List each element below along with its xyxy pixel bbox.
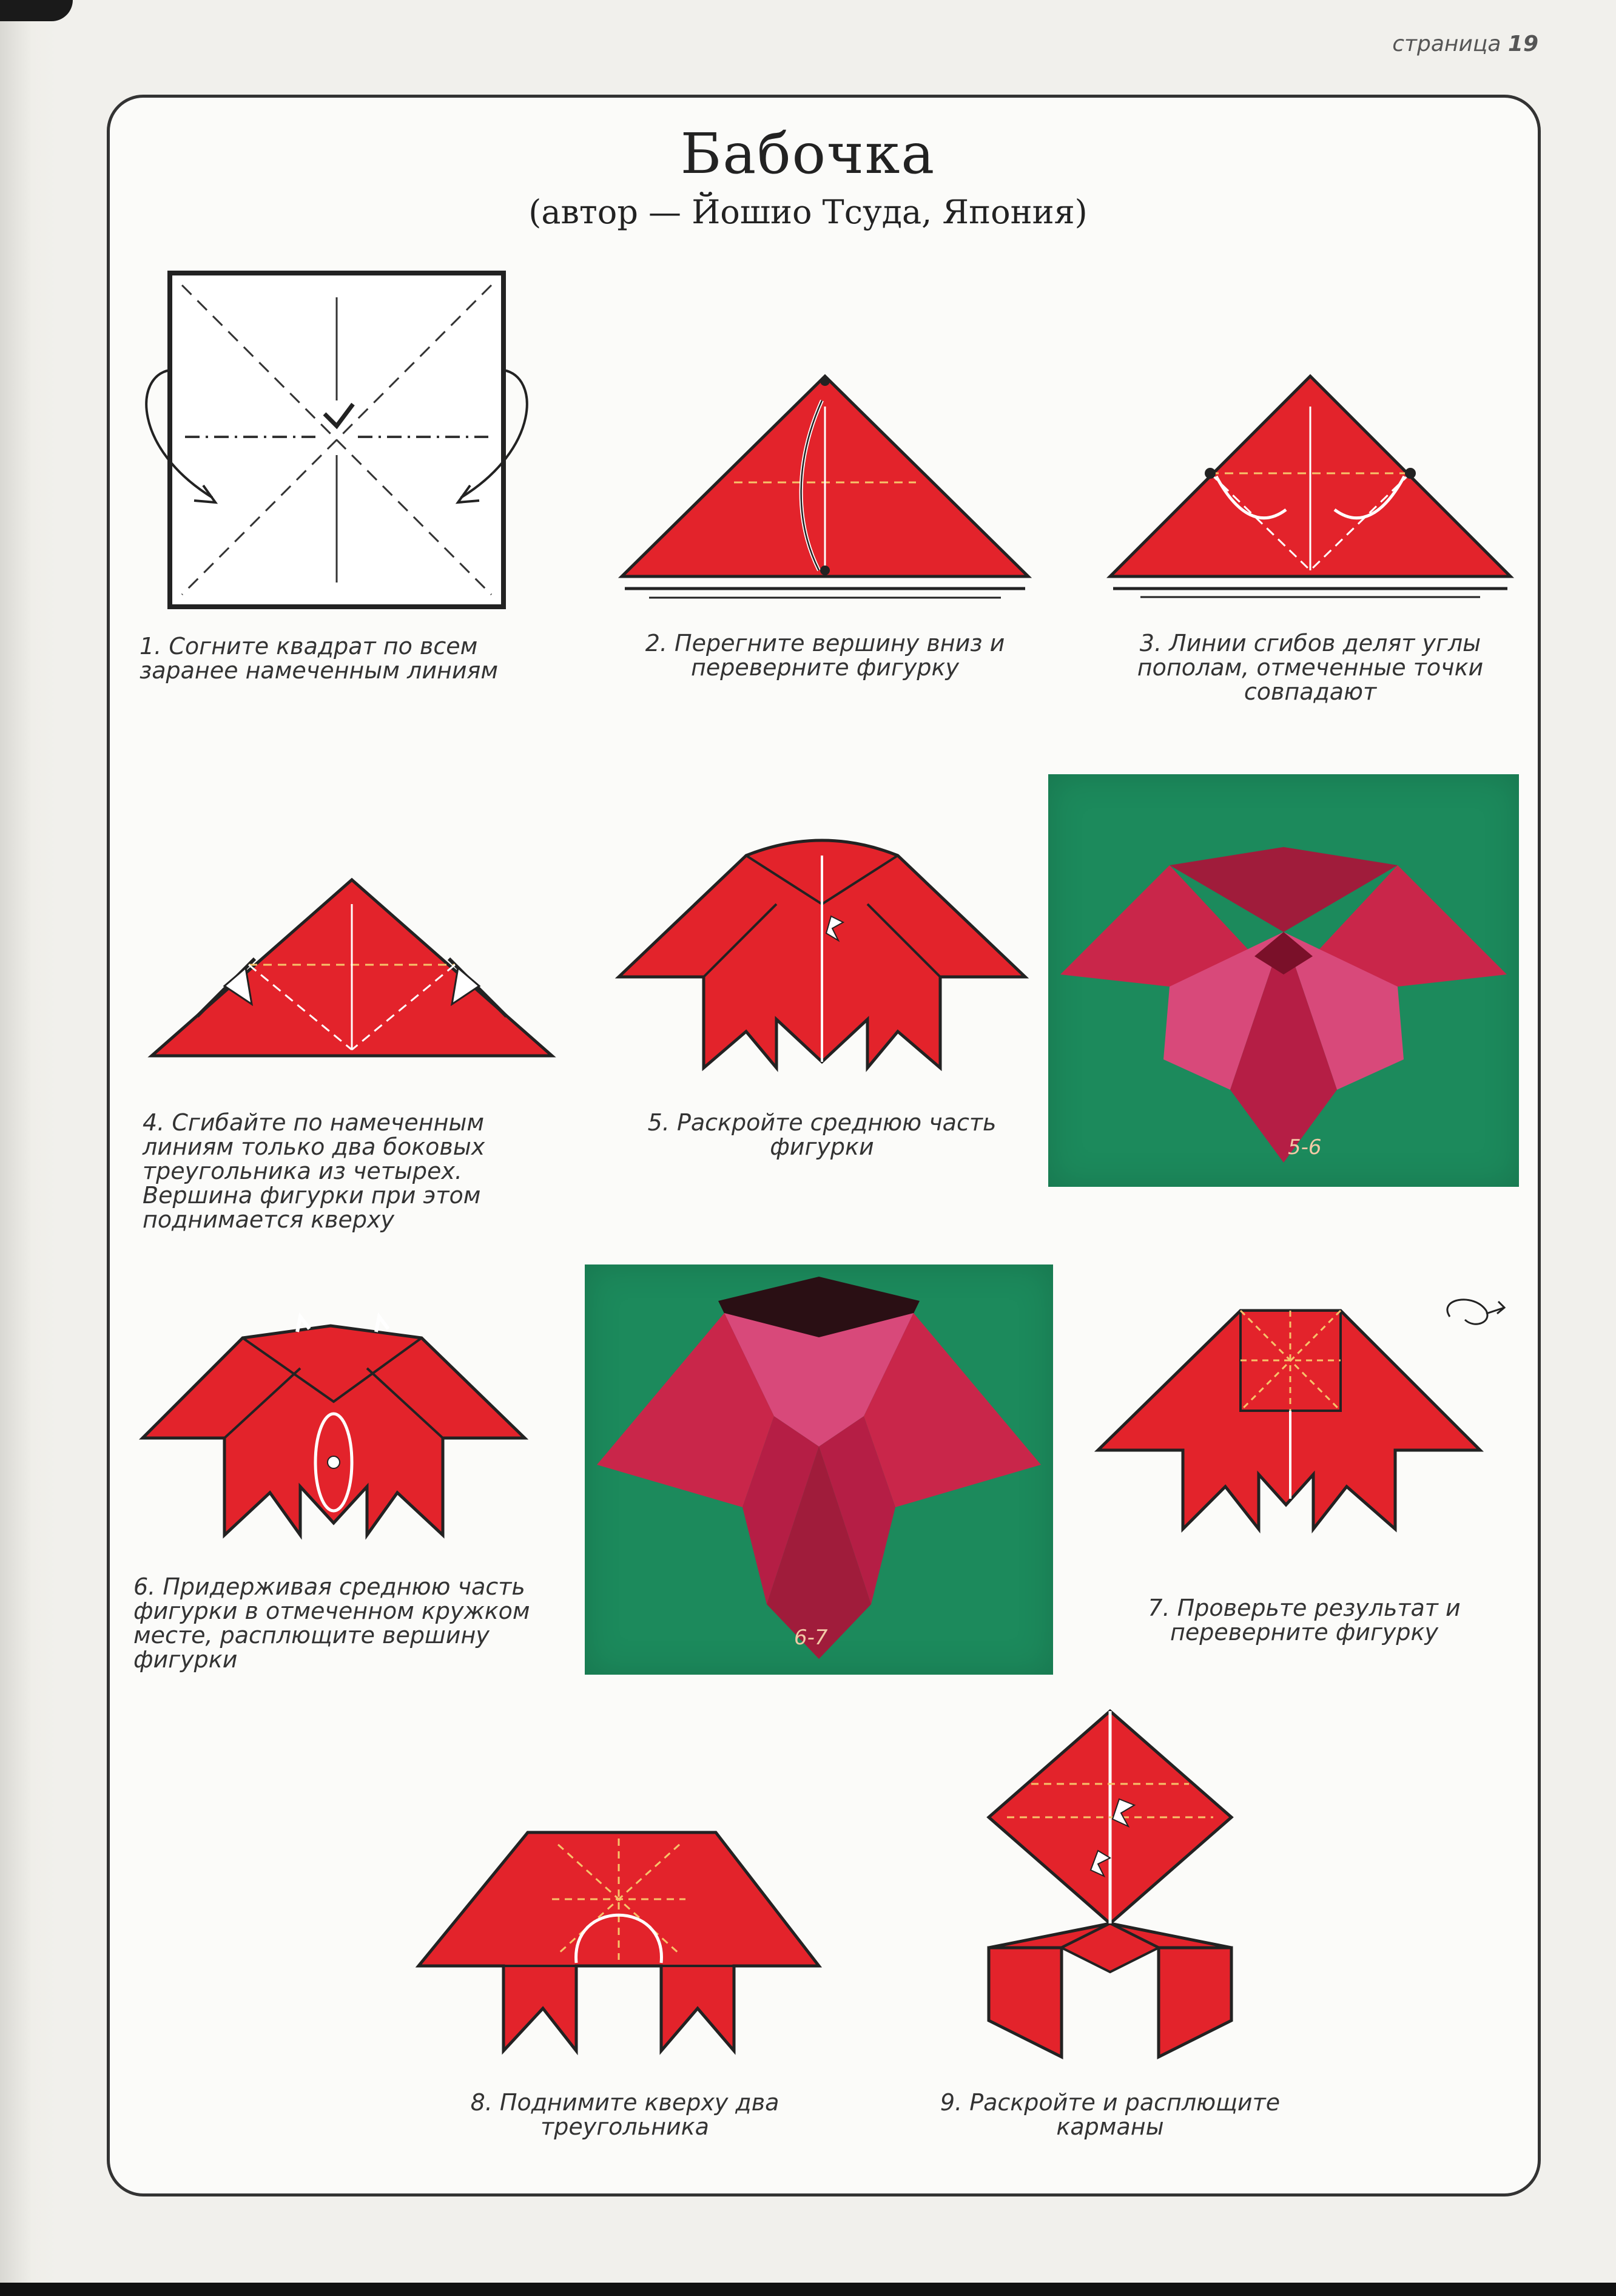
step-6-diagram	[136, 1311, 531, 1547]
step-1-caption: 1. Согните квадрат по всем заранее намеченным линиям	[140, 633, 499, 684]
step-9-caption: 9. Раскройте и расплющите карманы	[940, 2089, 1281, 2140]
page-title: Бабочка	[680, 121, 936, 186]
photo-5-6	[1048, 774, 1519, 1187]
book-spine-shadow	[0, 0, 58, 2296]
step-6-caption: 6. Придерживая среднюю часть фигурки в отмеченном кружком месте, расплющите вершину фигурки	[133, 1573, 530, 1673]
step-8-caption: 8. Поднимите кверху два треугольника	[470, 2089, 779, 2140]
step-2-caption: 2. Перегните вершину вниз и переверните фигурку	[645, 630, 1005, 681]
page-corner	[0, 0, 73, 21]
page-number: страница 19	[1392, 32, 1538, 56]
photo-6-7	[585, 1264, 1053, 1675]
step-7-diagram	[1092, 1292, 1529, 1535]
step-8-diagram	[412, 1808, 825, 2063]
step-2-diagram	[613, 370, 1037, 601]
page-subtitle: (автор — Йошио Тсуда, Япония)	[528, 193, 1088, 231]
step-1-diagram	[133, 267, 546, 613]
step-9-diagram	[983, 1705, 1237, 2063]
step-5-diagram	[613, 837, 1031, 1080]
step-7-caption: 7. Проверьте результат и переверните фигурку	[1148, 1595, 1461, 1646]
origami-photo-5-6	[1048, 774, 1519, 1187]
step-4-diagram	[146, 874, 558, 1068]
step-5-caption: 5. Раскройте среднюю часть фигурки	[647, 1109, 997, 1160]
step-3-caption: 3. Линии сгибов делят углы пополам, отмеченные точки совпадают	[1137, 630, 1484, 705]
photo-5-6-label: 5-6	[1288, 1135, 1322, 1160]
step-4-caption: 4. Сгибайте по намеченным линиям только два боковых треугольника из четырех. Вершина фигурки при этом поднимается кверху	[143, 1109, 485, 1233]
photo-6-7-label: 6-7	[794, 1626, 828, 1650]
origami-photo-6-7	[585, 1264, 1053, 1675]
step-3-diagram	[1104, 370, 1517, 601]
page-bottom-edge	[0, 2283, 1616, 2296]
